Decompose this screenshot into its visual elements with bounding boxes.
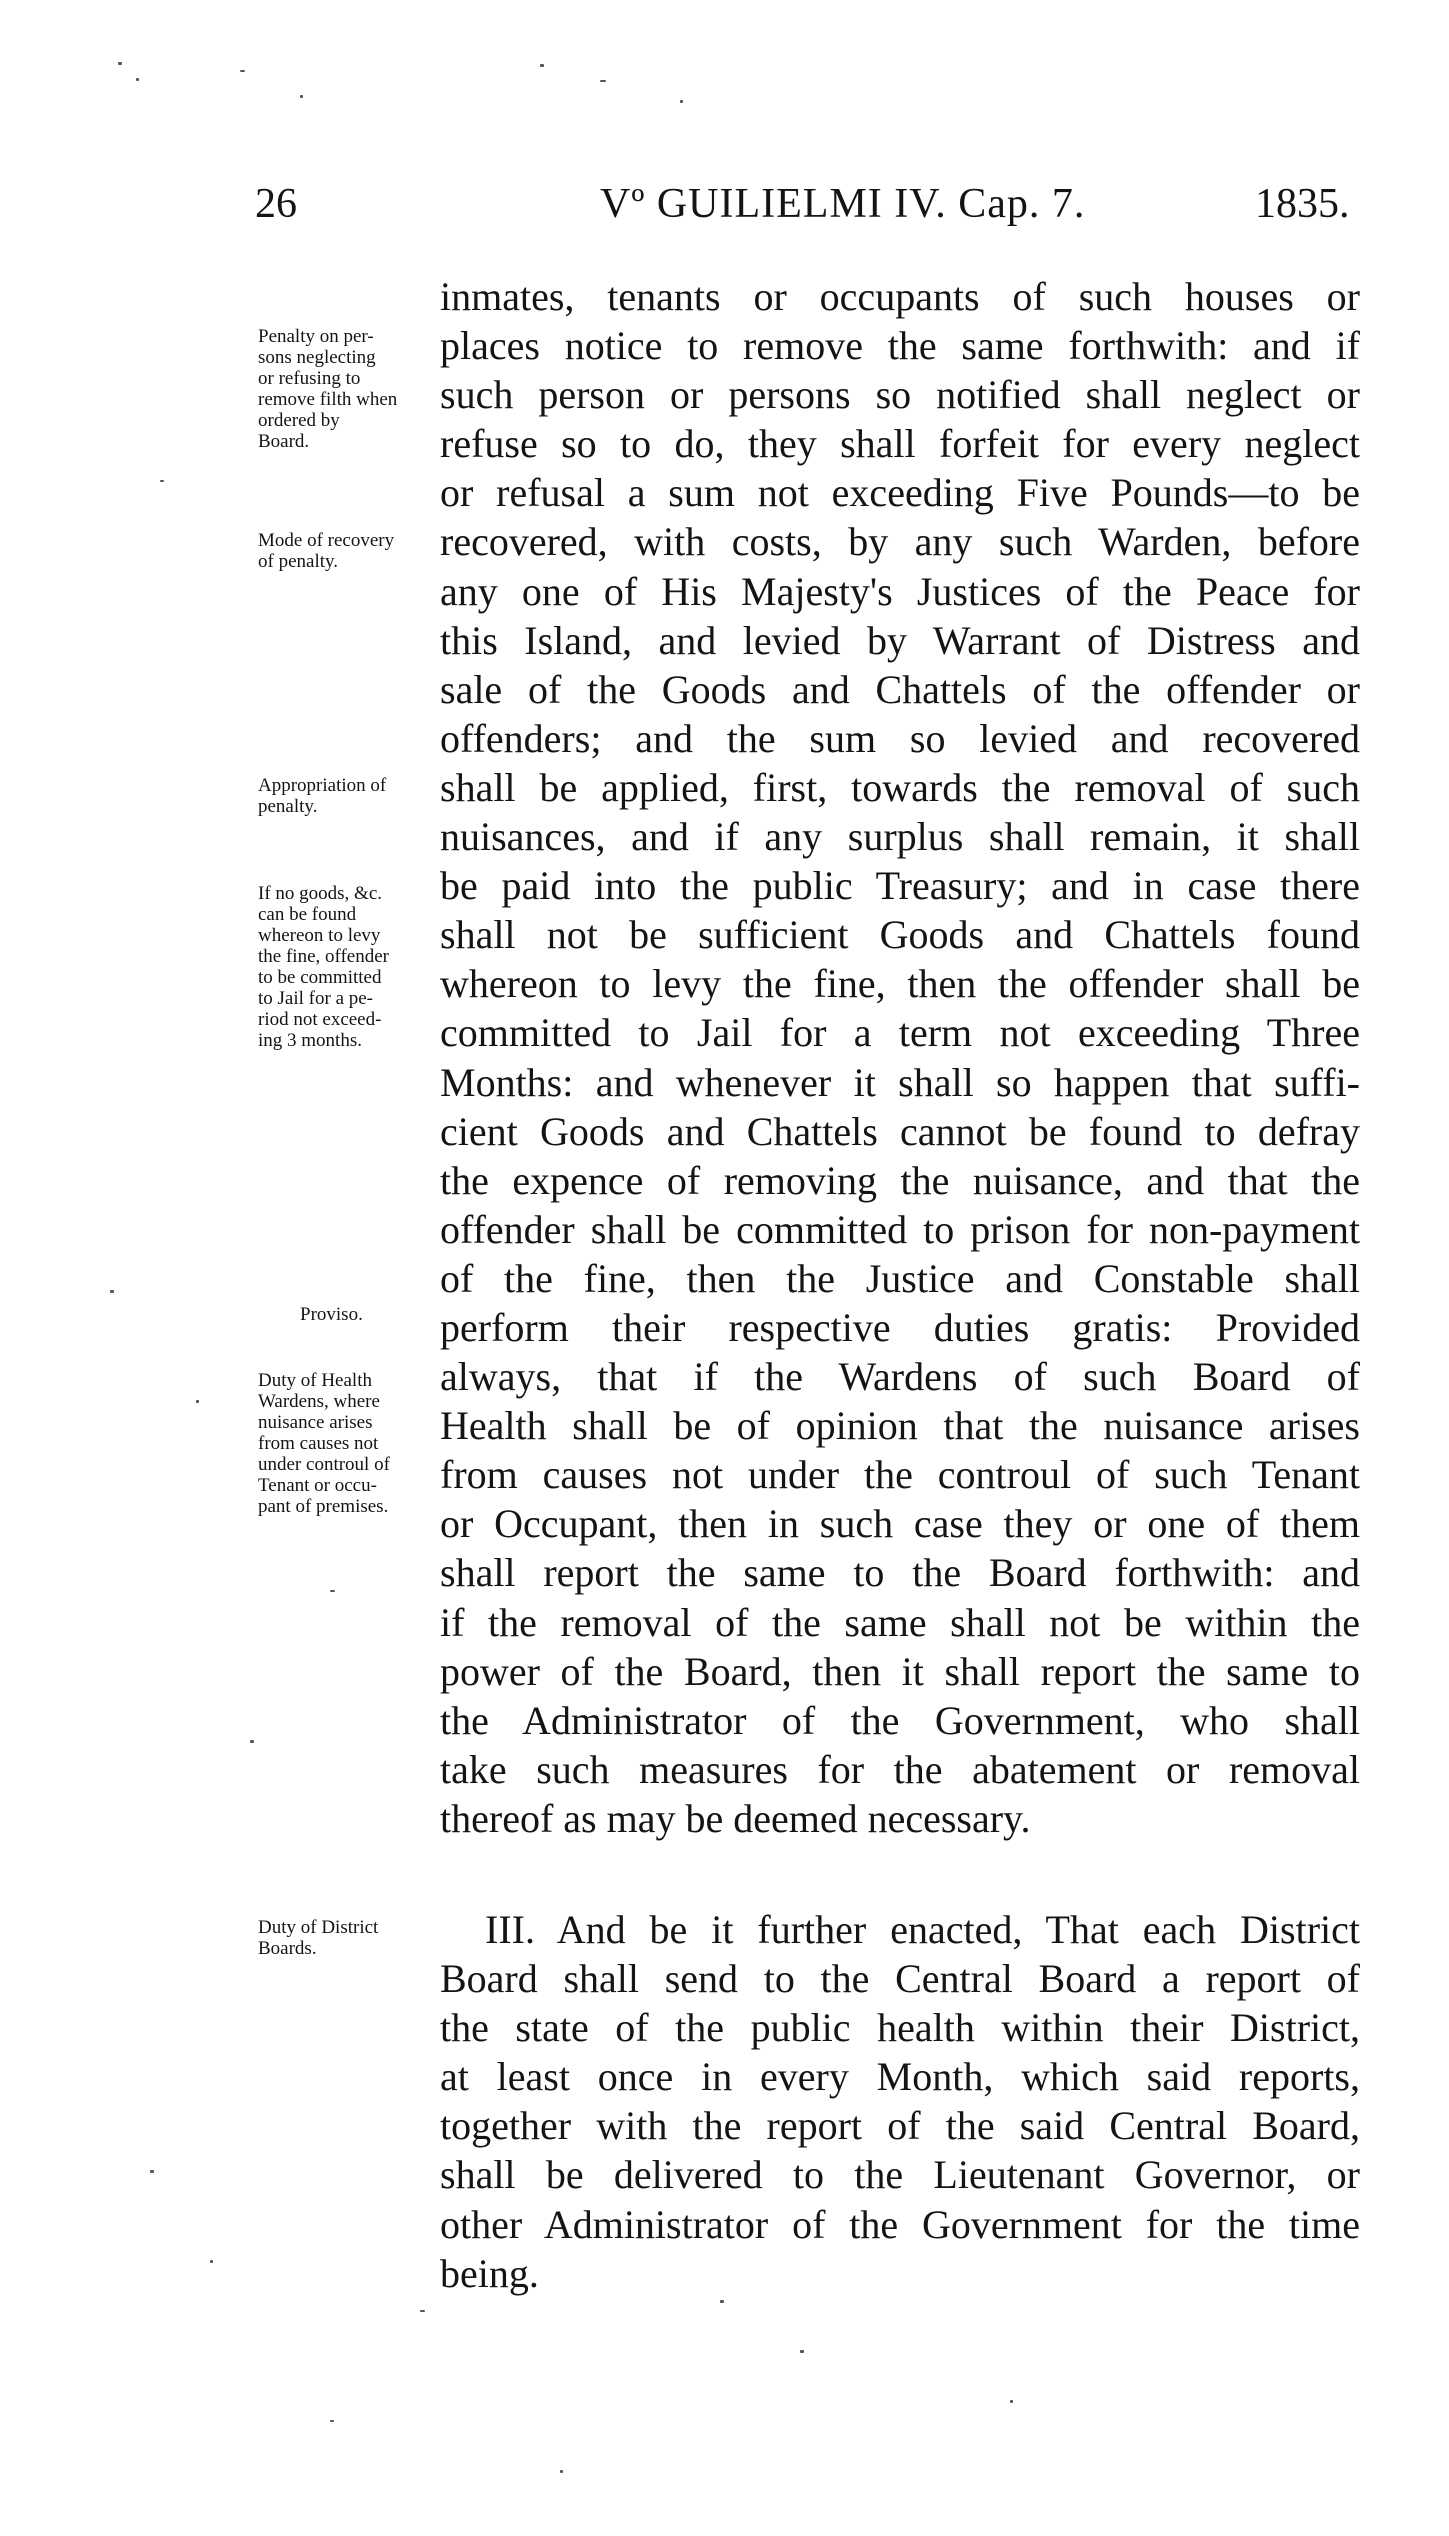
text-line: nuisances, and if any surplus shall remain, it shall: [440, 814, 1360, 860]
running-title: Vº GUILIELMI IV. Cap. 7.: [600, 181, 1086, 227]
margin-note-line: the fine, offender: [258, 946, 390, 967]
text-line: perform their respective duties gratis: Provided: [440, 1304, 1360, 1350]
text-line: inmates, tenants or occupants of such houses or: [440, 274, 1360, 319]
text-line: being.: [440, 2250, 539, 2296]
main-text-block: [440, 272, 1360, 1843]
text-line: if the removal of the same shall not be within the: [440, 1599, 1360, 1645]
text-line: from causes not under the controul of such Tenant: [440, 1452, 1360, 1498]
margin-note-line: sons neglecting: [258, 347, 376, 368]
margin-note-line: penalty.: [258, 796, 318, 817]
margin-note-line: pant of premises.: [258, 1496, 389, 1517]
text-line: be paid into the public Treasury; and in case there: [440, 863, 1360, 909]
margin-note-line: Proviso.: [300, 1304, 363, 1325]
margin-note-line: of penalty.: [258, 551, 339, 572]
margin-note-line: to Jail for a pe-: [258, 988, 374, 1009]
margin-note-duty-health-wardens: [258, 1370, 440, 1517]
margin-note-line: Mode of recovery: [258, 530, 395, 551]
scan-speck: [150, 2170, 154, 2173]
margin-note-line: nuisance arises: [258, 1412, 373, 1433]
text-line: of the fine, then the Justice and Constable shall: [440, 1255, 1360, 1301]
text-line: refuse so to do, they shall forfeit for every neglect: [440, 421, 1360, 467]
year: 1835.: [1255, 181, 1350, 227]
margin-note-line: can be found: [258, 904, 357, 925]
scan-speck: [250, 1740, 254, 1743]
scan-speck: [240, 70, 245, 72]
text-line: or Occupant, then in such case they or one of them: [440, 1501, 1360, 1547]
text-line: such person or persons so notified shall neglect or: [440, 372, 1360, 418]
margin-note-line: Wardens, where: [258, 1391, 380, 1412]
text-line: the state of the public health within their District,: [440, 2005, 1360, 2051]
text-line: shall be applied, first, towards the removal of such: [440, 764, 1360, 810]
text-line: the expence of removing the nuisance, and that the: [440, 1157, 1360, 1203]
text-line: thereof as may be deemed necessary.: [440, 1795, 1031, 1841]
scan-speck: [600, 80, 606, 82]
text-line: committed to Jail for a term not exceeding Three: [440, 1010, 1360, 1056]
scan-speck: [800, 2350, 804, 2353]
scan-speck: [210, 2260, 213, 2263]
text-line: cient Goods and Chattels cannot be found to defray: [440, 1108, 1360, 1154]
scan-speck: [560, 2470, 563, 2473]
scan-speck: [300, 95, 303, 98]
scan-speck: [680, 100, 683, 103]
text-line: together with the report of the said Central Board,: [440, 2103, 1360, 2149]
margin-note-line: Tenant or occu-: [258, 1475, 377, 1496]
margin-note-line: Duty of District: [258, 1917, 379, 1938]
margin-note-line: riod not exceed-: [258, 1009, 382, 1030]
text-line: shall be delivered to the Lieutenant Governor, or: [440, 2152, 1360, 2198]
margin-note-no-goods: [258, 883, 440, 1051]
margin-note-line: to be committed: [258, 967, 382, 988]
margin-note-line: Boards.: [258, 1938, 317, 1959]
margin-note-proviso: [300, 1304, 482, 1325]
text-line: Board shall send to the Central Board a report of: [440, 1956, 1360, 2002]
margin-note-line: under controul of: [258, 1454, 390, 1475]
text-line: whereon to levy the fine, then the offender shall be: [440, 961, 1360, 1007]
text-line: power of the Board, then it shall report the same to: [440, 1648, 1360, 1694]
scan-speck: [196, 1400, 199, 1403]
margin-note-line: from causes not: [258, 1433, 379, 1454]
section-three: [440, 1905, 1360, 2298]
text-line: Months: and whenever it shall so happen that suffi-: [440, 1059, 1360, 1105]
text-line: shall report the same to the Board forthwith: and: [440, 1550, 1360, 1596]
margin-note-penalty-neglect: [258, 326, 440, 452]
margin-note-line: Duty of Health: [258, 1370, 372, 1391]
margin-note-mode-of-recovery: [258, 530, 440, 572]
margin-note-line: ing 3 months.: [258, 1030, 362, 1051]
scan-speck: [110, 1290, 114, 1293]
margin-note-line: whereon to levy: [258, 925, 381, 946]
page-number: 26: [255, 181, 297, 227]
scan-speck: [330, 2420, 334, 2422]
margin-note-line: Appropriation of: [258, 775, 387, 796]
text-line: at least once in every Month, which said reports,: [440, 2054, 1360, 2100]
text-line: offender shall be committed to prison for non-payment: [440, 1206, 1360, 1252]
scan-speck: [160, 480, 164, 482]
scan-speck: [720, 2300, 724, 2303]
text-line: always, that if the Wardens of such Board of: [440, 1354, 1360, 1400]
running-header: [0, 180, 1449, 240]
text-line: shall not be sufficient Goods and Chattels found: [440, 912, 1360, 958]
margin-note-duty-district-boards: [258, 1917, 440, 1959]
scan-speck: [1010, 2400, 1013, 2403]
margin-note-line: or refusing to: [258, 368, 361, 389]
text-line: this Island, and levied by Warrant of Distress and: [440, 617, 1360, 663]
margin-note-line: If no goods, &c.: [258, 883, 383, 904]
text-line: recovered, with costs, by any such Warden, before: [440, 519, 1360, 565]
margin-note-line: remove filth when: [258, 389, 398, 410]
text-line: other Administrator of the Government for the time: [440, 2201, 1360, 2247]
text-line: sale of the Goods and Chattels of the offender or: [440, 666, 1360, 712]
text-line: places notice to remove the same forthwith: and if: [440, 323, 1360, 369]
text-line: any one of His Majesty's Justices of the Peace for: [440, 568, 1360, 614]
text-line: or refusal a sum not exceeding Five Pounds—to be: [440, 470, 1360, 516]
scan-speck: [420, 2310, 425, 2312]
text-line: offenders; and the sum so levied and recovered: [440, 715, 1360, 761]
scan-speck: [136, 78, 139, 81]
text-line: Health shall be of opinion that the nuisance arises: [440, 1403, 1360, 1449]
margin-note-line: Board.: [258, 431, 310, 452]
scan-speck: [118, 62, 122, 65]
margin-note-line: Penalty on per-: [258, 326, 374, 347]
margin-note-appropriation: [258, 775, 440, 817]
scan-speck: [540, 64, 544, 67]
text-line: the Administrator of the Government, who shall: [440, 1697, 1360, 1743]
scan-speck: [330, 1590, 335, 1592]
text-line: take such measures for the abatement or removal: [440, 1746, 1360, 1792]
section-three-opening-line: III. And be it further enacted, That each District: [485, 1907, 1360, 1952]
margin-note-line: ordered by: [258, 410, 340, 431]
